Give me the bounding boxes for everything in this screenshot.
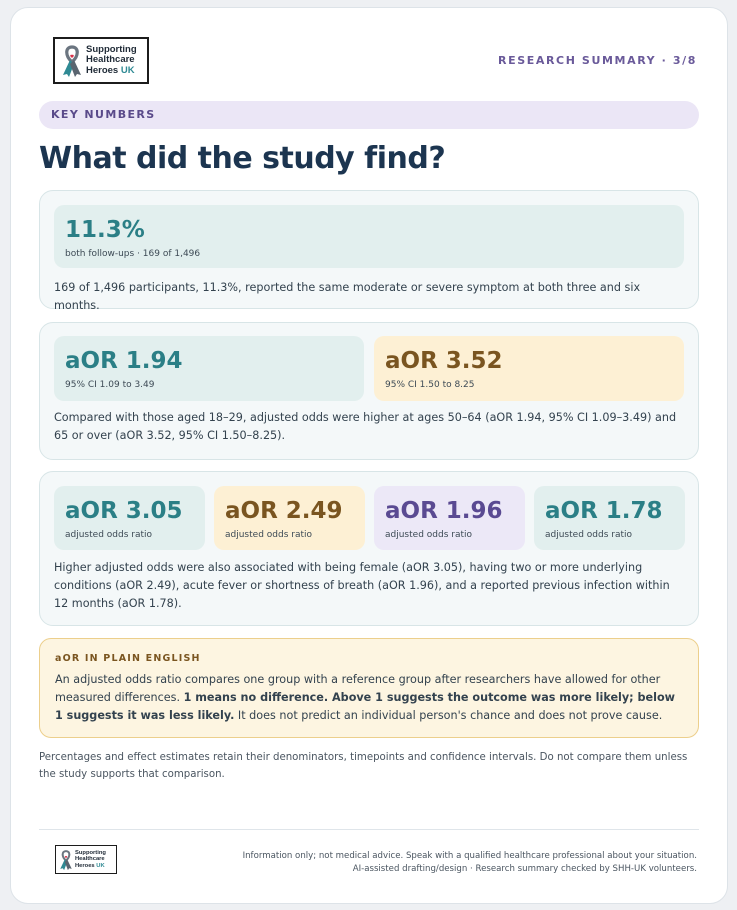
stat-sub: adjusted odds ratio — [385, 530, 472, 540]
finding-card-age — [39, 322, 699, 460]
disclaimer-line-2: AI-assisted drafting/design · Research summary checked by SHH-UK volunteers. — [352, 864, 697, 874]
note-text-b: It does not predict an individual person's chance and does not prove cause. — [234, 709, 663, 722]
awareness-ribbon-icon — [61, 44, 83, 78]
footer-brand-line-3-accent: UK — [96, 862, 105, 869]
footer-divider — [39, 829, 699, 830]
footer-brand-line-3: Heroes — [75, 862, 95, 869]
disclaimer-line-1: Information only; not medical advice. Speak with a qualified healthcare professional about your situation. — [242, 851, 697, 861]
plain-english-note — [39, 638, 699, 738]
finding-card-persistence — [39, 190, 699, 312]
footnote: Percentages and effect estimates retain their denominators, timepoints and confidence intervals. Do not compare them unless the study supports that comparison. — [39, 752, 688, 780]
stat-value: aOR 1.78 — [545, 498, 663, 524]
stat-sub: both follow-ups · 169 of 1,496 — [65, 249, 201, 259]
stat-box — [54, 486, 205, 550]
awareness-ribbon-icon — [59, 849, 73, 871]
note-text-bold: 1 means no difference. Above 1 suggests the outcome was more likely; below 1 suggests it was less likely. — [55, 691, 675, 722]
stat-sub: 95% CI 1.09 to 3.49 — [65, 380, 155, 390]
stat-box — [54, 336, 364, 401]
finding-text: 169 of 1,496 participants, 11.3%, reported the same moderate or severe symptom at both three and six months. — [54, 281, 641, 312]
brand-line-3-accent: UK — [120, 64, 135, 76]
stat-value: aOR 3.05 — [65, 498, 183, 524]
stat-value: aOR 1.94 — [65, 348, 183, 374]
footer-brand-line-1: Supporting — [75, 849, 106, 856]
stat-value: aOR 1.96 — [385, 498, 503, 524]
doc-label: RESEARCH SUMMARY · 3/8 — [498, 54, 697, 67]
finding-card-risk-factors — [39, 471, 699, 626]
note-body — [55, 671, 683, 725]
brand-line-1: Supporting — [86, 43, 137, 55]
footer-disclaimer — [243, 850, 697, 876]
note-title: aOR IN PLAIN ENGLISH — [55, 653, 201, 664]
stat-sub: adjusted odds ratio — [545, 530, 632, 540]
footer-brand-line-2: Healthcare — [75, 856, 105, 863]
finding-text: Compared with those aged 18–29, adjusted odds were higher at ages 50–64 (aOR 1.94, 95% CI 1.09–3.49) and 65 or over (aOR 3.52, 95% CI 1.50–8.25). — [54, 411, 677, 442]
stat-box — [374, 336, 684, 401]
finding-text: Higher adjusted odds were also associated with being female (aOR 3.05), having two or more underlying conditions (aOR 2.49), acute fever or shortness of breath (aOR 1.96), and a reported previous infection within 12 months (aOR 1.78). — [54, 561, 670, 610]
brand-line-2: Healthcare — [86, 54, 135, 66]
stat-sub: adjusted odds ratio — [225, 530, 312, 540]
brand-logo — [53, 37, 149, 84]
stat-sub: 95% CI 1.50 to 8.25 — [385, 380, 475, 390]
page-title: What did the study find? — [39, 141, 446, 176]
stat-box — [534, 486, 685, 550]
stat-value: aOR 3.52 — [385, 348, 503, 374]
summary-page — [10, 7, 728, 904]
brand-line-3: Heroes — [86, 64, 119, 76]
stat-box — [374, 486, 525, 550]
stat-value: aOR 2.49 — [225, 498, 343, 524]
footer-logo — [55, 845, 117, 874]
stat-sub: adjusted odds ratio — [65, 530, 152, 540]
note-text-a: An adjusted odds ratio compares one group with a reference group after researchers have allowed for other measured differences. — [55, 673, 661, 704]
stat-value: 11.3% — [65, 217, 145, 243]
section-label: KEY NUMBERS — [39, 101, 699, 129]
stat-box — [54, 205, 684, 268]
stat-box — [214, 486, 365, 550]
